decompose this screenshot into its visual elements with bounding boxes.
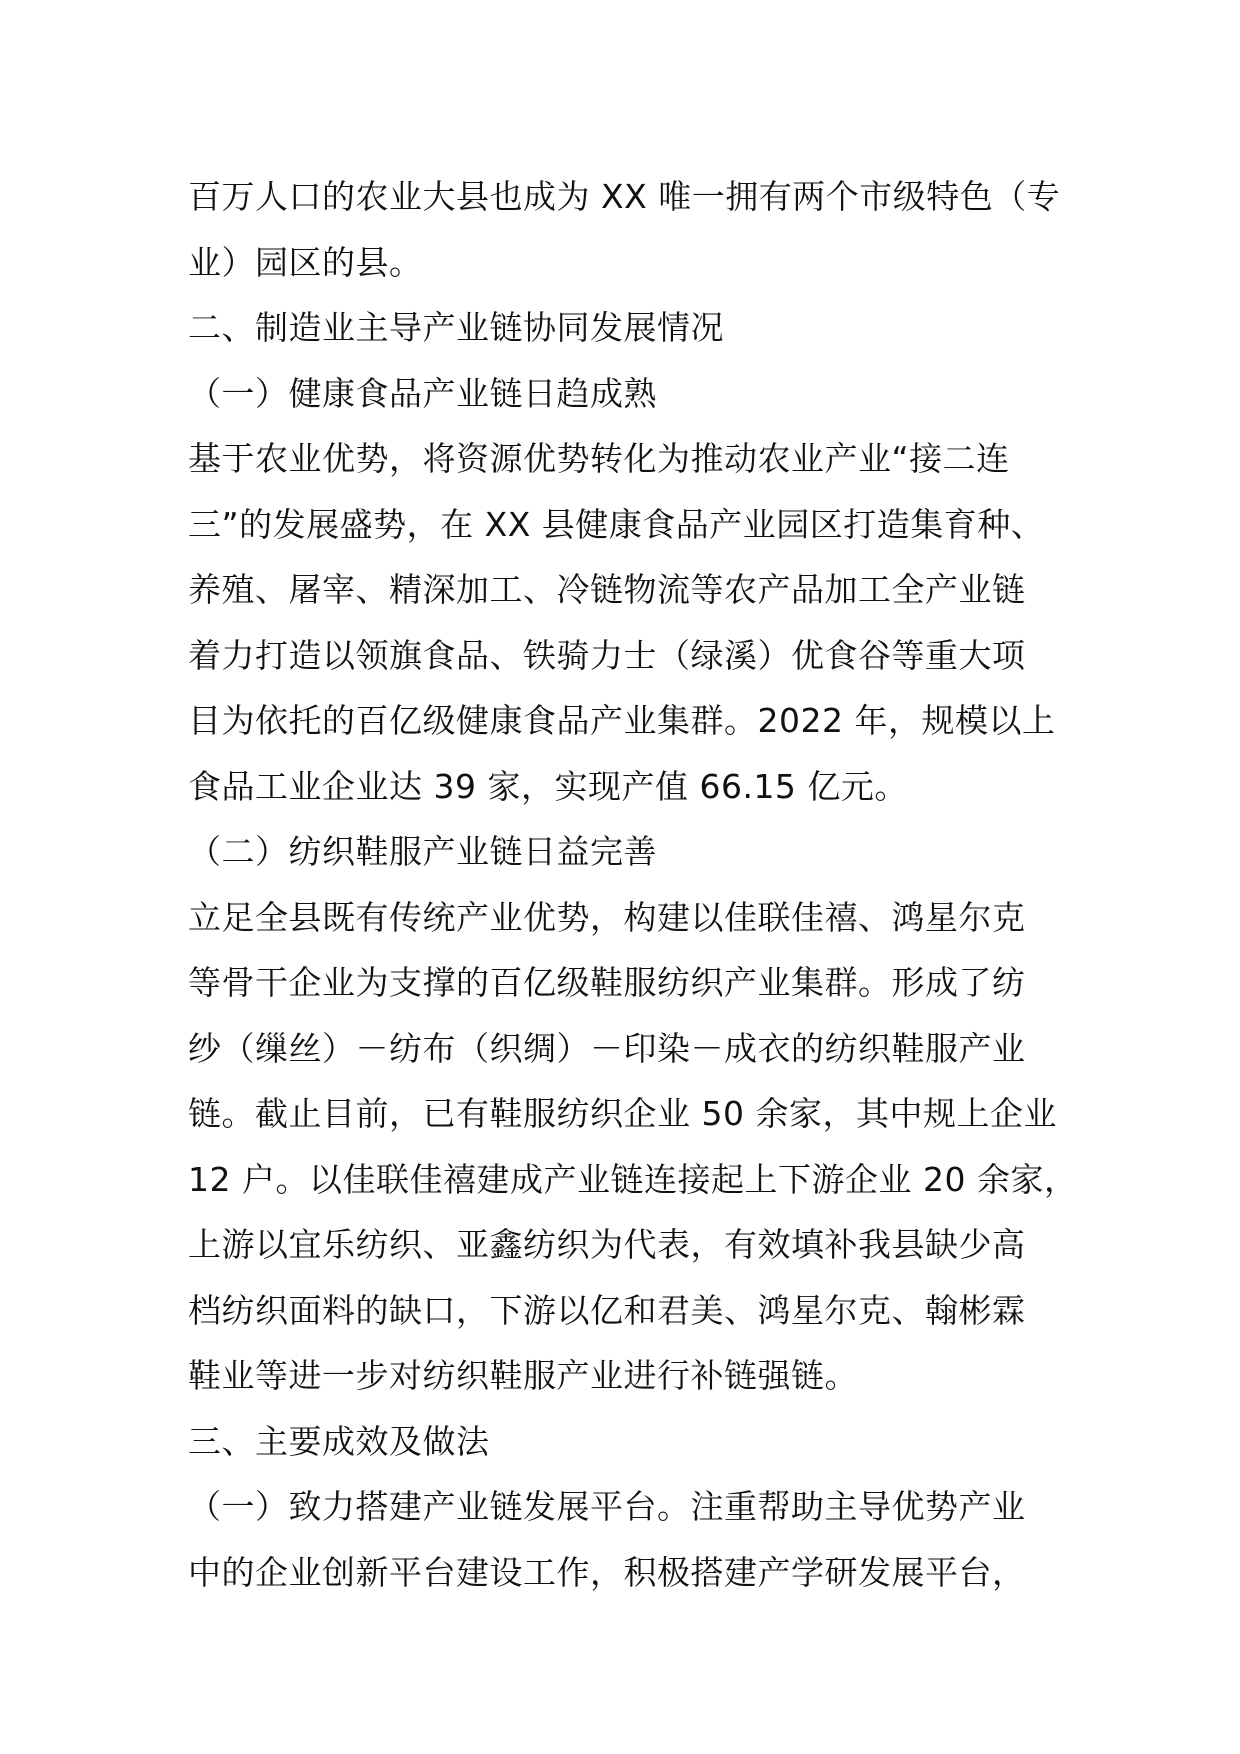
text-line: （一）致力搭建产业链发展平台。注重帮助主导优势产业 xyxy=(188,1487,1026,1526)
text-line: 12 户。以佳联佳禧建成产业链连接起上下游企业 20 余家， xyxy=(188,1159,1078,1199)
document-body xyxy=(188,164,1078,1605)
text-line: 立足全县既有传统产业优势，构建以佳联佳禧、鸿星尔克 xyxy=(188,897,1026,937)
section-heading: 二、制造业主导产业链协同发展情况 xyxy=(188,308,724,347)
text-line: 百万人口的农业大县也成为 XX 唯一拥有两个市级特色（专 xyxy=(188,177,1061,216)
text-line: 等骨干企业为支撑的百亿级鞋服纺织产业集群。形成了纺 xyxy=(188,963,1026,1002)
text-line: 纱（缫丝）－纺布（织绸）－印染－成衣的纺织鞋服产业 xyxy=(188,1028,1026,1068)
text-line: 着力打造以领旗食品、铁骑力士（绿溪）优食谷等重大项 xyxy=(188,635,1026,675)
text-line: 基于农业优势，将资源优势转化为推动农业产业“接二连 xyxy=(188,439,1010,478)
text-line: 目为依托的百亿级健康食品产业集群。2022 年，规模以上 xyxy=(188,701,1056,740)
text-line: 档纺织面料的缺口，下游以亿和君美、鸿星尔克、翰彬霖 xyxy=(188,1290,1026,1330)
text-line: 养殖、屠宰、精深加工、冷链物流等农产品加工全产业链 xyxy=(188,570,1026,609)
text-line: 中的企业创新平台建设工作，积极搭建产学研发展平台， xyxy=(188,1552,1026,1592)
text-line: 鞋业等进一步对纺织鞋服产业进行补链强链。 xyxy=(188,1356,858,1395)
text-line: 食品工业企业达 39 家，实现产值 66.15 亿元。 xyxy=(188,766,908,806)
text-line: 三”的发展盛势，在 XX 县健康食品产业园区打造集育种、 xyxy=(188,504,1045,544)
section-heading: 三、主要成效及做法 xyxy=(188,1421,490,1461)
text-line: 业）园区的县。 xyxy=(188,242,423,282)
subsection-heading: （一）健康食品产业链日趋成熟 xyxy=(188,373,657,413)
text-line: 上游以宜乐纺织、亚鑫纺织为代表，有效填补我县缺少高 xyxy=(188,1225,1026,1264)
subsection-heading: （二）纺织鞋服产业链日益完善 xyxy=(188,832,657,871)
text-line: 链。截止目前，已有鞋服纺织企业 50 余家，其中规上企业 xyxy=(188,1094,1057,1133)
